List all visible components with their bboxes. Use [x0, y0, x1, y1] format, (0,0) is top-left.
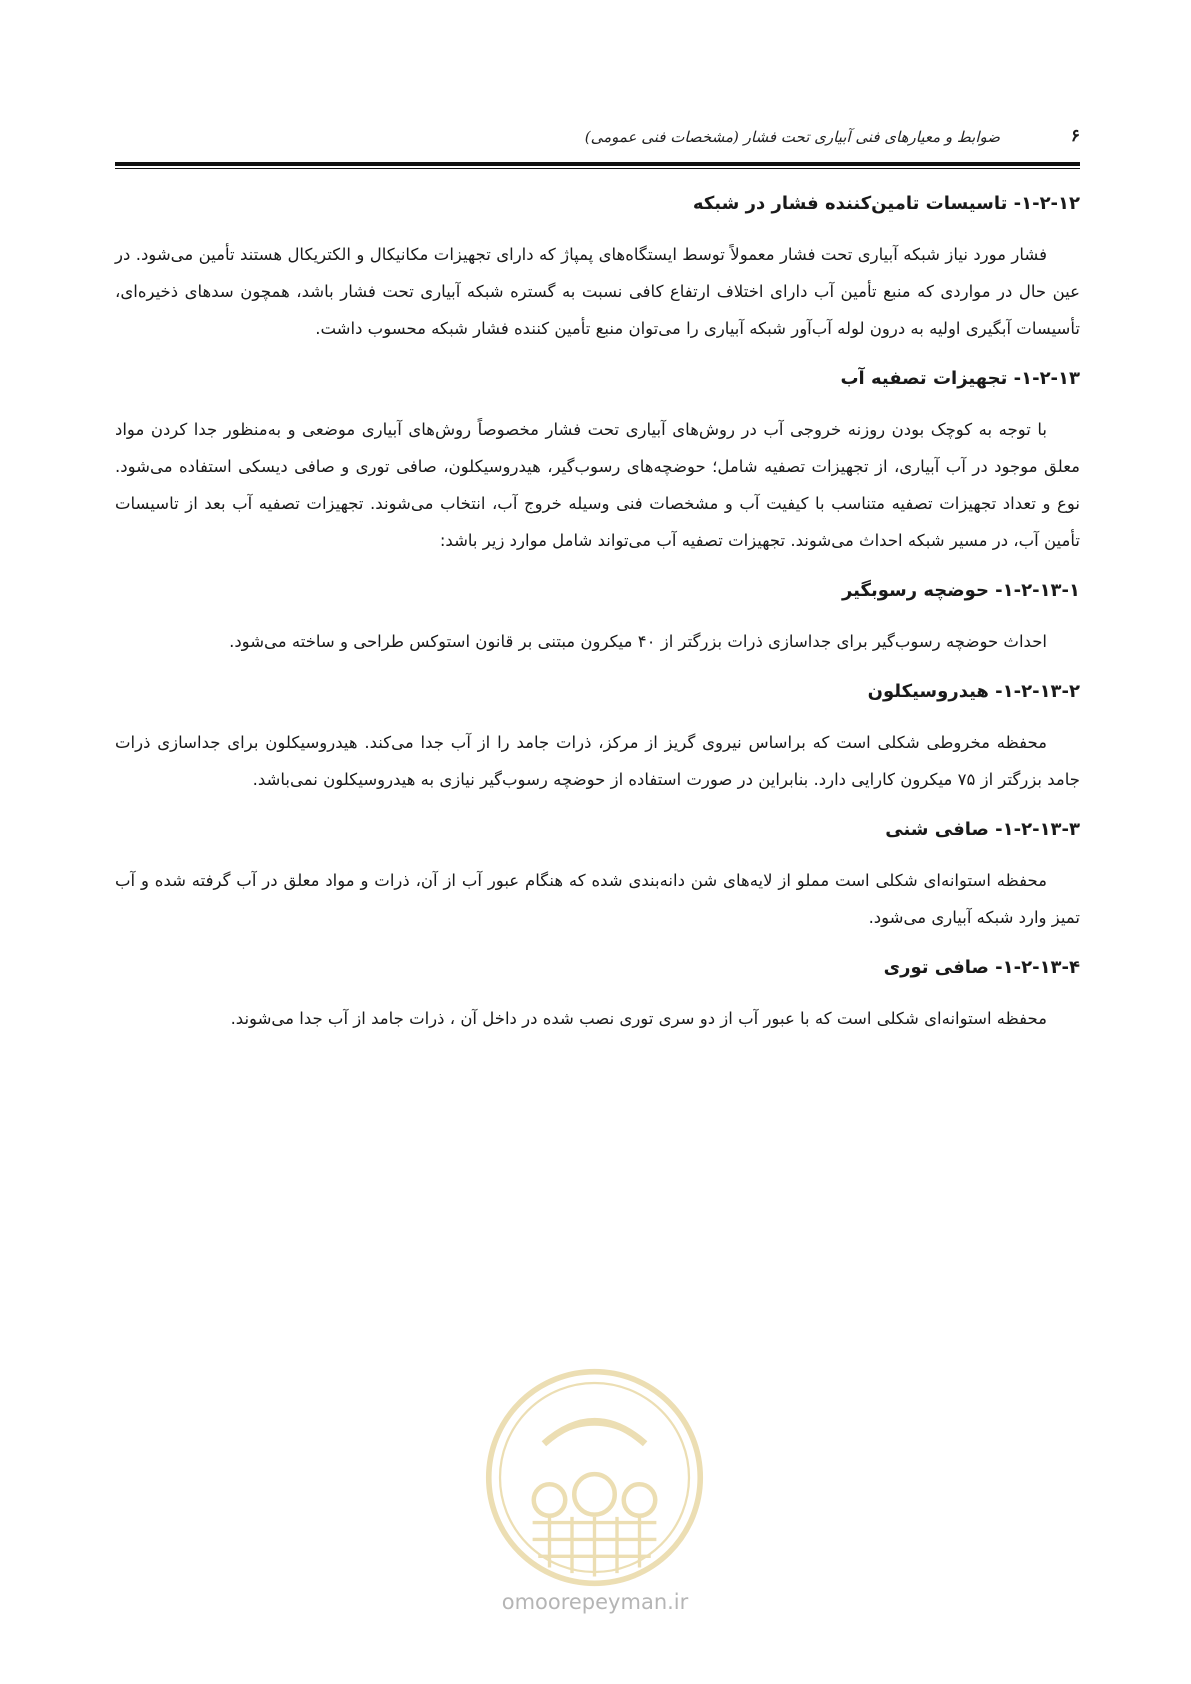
document-body: [115, 190, 1080, 1055]
section-screen-filter: [115, 954, 1080, 1037]
paragraph: با توجه به کوچک بودن روزنه خروجی آب در روش‌های آبیاری تحت فشار مخصوصاً روش‌های آبیاری موضعی و به‌منظور جدا کردن مواد معلق موجود در آب آبیاری، از تجهیزات تصفیه شامل؛ حوضچه‌های رسوب‌گیر، هیدروسیکلون، صافی توری و صافی دیسکی استفاده می‌شود. نوع و تعداد تجهیزات تصفیه متناسب با کیفیت آب و مشخصات فنی وسیله خروج آب، انتخاب می‌شوند. تجهیزات تصفیه آب بعد از تاسیسات تأمین آب، در مسیر شبکه احداث می‌شوند. تجهیزات تصفیه آب می‌تواند شامل موارد زیر باشد:: [115, 420, 1080, 550]
section-heading: ۱-۲-۱۳-۴- صافی توری: [883, 957, 1080, 978]
paragraph: احداث حوضچه رسوب‌گیر برای جداسازی ذرات بزرگتر از ۴۰ میکرون مبتنی بر قانون استوکس طراحی و ساخته می‌شود.: [229, 632, 1047, 651]
section-water-treatment: [115, 365, 1080, 559]
watermark-seal-icon: [482, 1365, 707, 1590]
section-sand-filter: [115, 816, 1080, 936]
section-heading: ۱-۲-۱۲- تاسیسات تامین‌کننده فشار در شبکه: [692, 193, 1080, 214]
section-settling-basin: [115, 577, 1080, 660]
page-number: ۶: [1070, 126, 1080, 146]
section-heading: ۱-۲-۱۳- تجهیزات تصفیه آب: [840, 368, 1080, 389]
watermark-site-text: [480, 1590, 710, 1614]
paragraph: فشار مورد نیاز شبکه آبیاری تحت فشار معمولاً توسط ایستگاه‌های پمپاژ که دارای تجهیزات مکانیکال و الکتریکال هستند تأمین می‌شود. در عین حال در مواردی که منبع تأمین آب دارای اختلاف ارتفاع کافی نسبت به گستره شبکه آبیاری تحت فشار باشد، همچون سدهای ذخیره‌ای، تأسیسات آبگیری اولیه به درون لوله آب‌آور شبکه آبیاری را می‌توان منبع تأمین کننده فشار شبکه محسوب داشت.: [115, 245, 1080, 338]
header-rule-thick: [115, 162, 1080, 166]
paragraph: محفظه استوانه‌ای شکلی است که با عبور آب از دو سری توری نصب شده در داخل آن ، ذرات جامد از آب جدا می‌شوند.: [230, 1009, 1047, 1028]
section-hydrocyclone: [115, 678, 1080, 798]
paragraph: محفظه استوانه‌ای شکلی است مملو از لایه‌های شن دانه‌بندی شده که هنگام عبور آب از آن، ذرات و مواد معلق در آب گرفته شده و آب تمیز وارد شبکه آبیاری می‌شود.: [115, 871, 1080, 927]
section-heading: ۱-۲-۱۳-۱- حوضچه رسوبگیر: [841, 580, 1080, 601]
running-header-title: ضوابط و معیارهای فنی آبیاری تحت فشار (مشخصات فنی عمومی): [584, 128, 1000, 146]
section-pressure-facilities: [115, 190, 1080, 347]
paragraph: محفظه مخروطی شکلی است که براساس نیروی گریز از مرکز، ذرات جامد را از آب جدا می‌کند. هیدروسیکلون برای جداسازی ذرات جامد بزرگتر از ۷۵ میکرون کارایی دارد. بنابراین در صورت استفاده از حوضچه رسوب‌گیر نیازی به هیدروسیکلون نمی‌باشد.: [115, 733, 1080, 789]
section-heading: ۱-۲-۱۳-۳- صافی شنی: [885, 819, 1080, 840]
watermark-site-label: omoorepeyman.ir: [501, 1590, 689, 1614]
header-rule-thin: [115, 168, 1080, 169]
section-heading: ۱-۲-۱۳-۲- هیدروسیکلون: [867, 681, 1080, 702]
page-header: [115, 128, 1080, 150]
